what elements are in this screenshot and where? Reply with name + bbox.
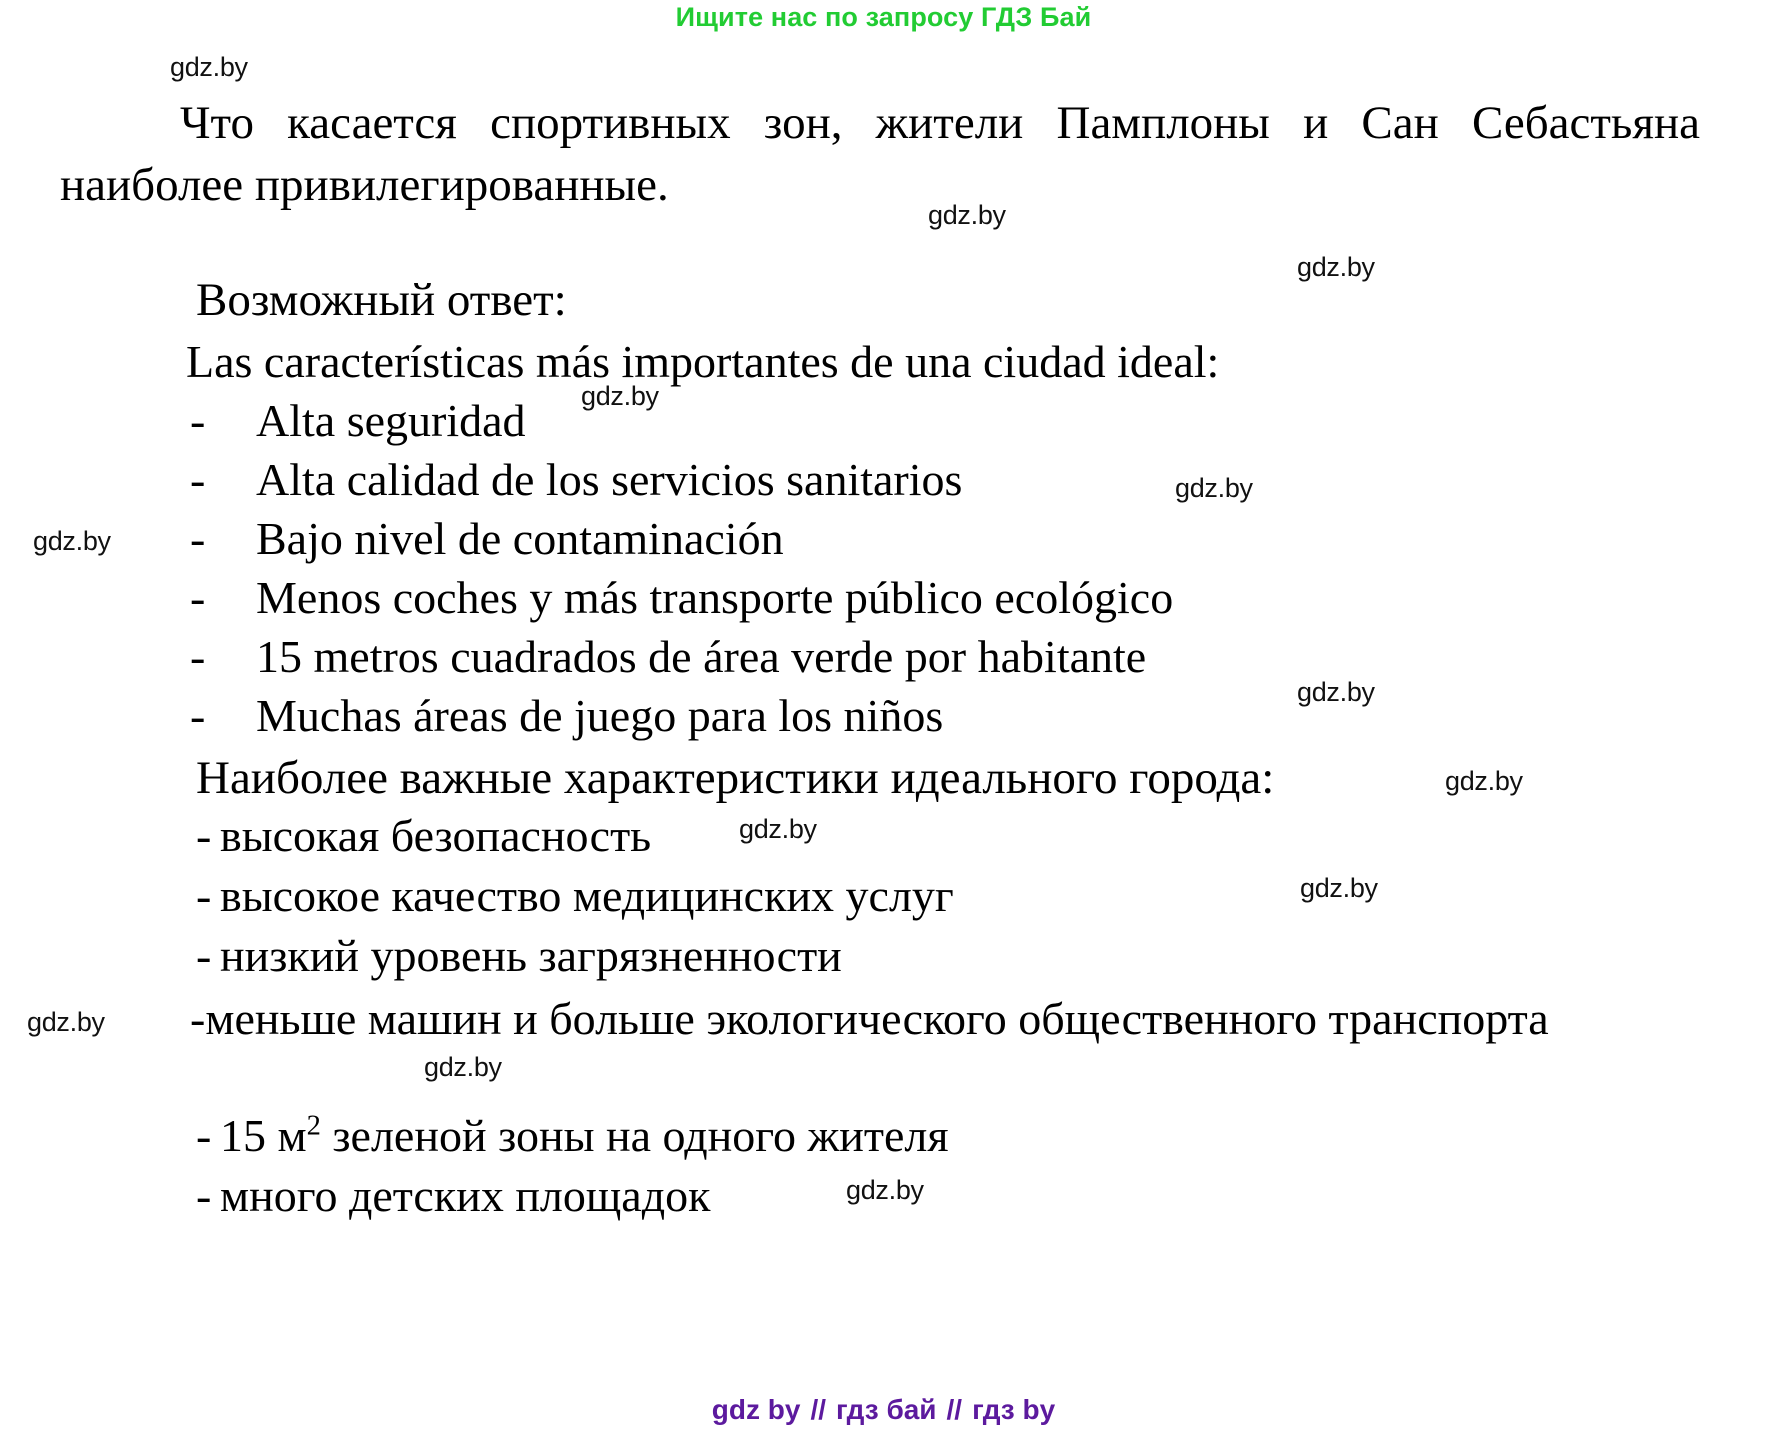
watermark-gdz: gdz.by [1175, 473, 1253, 503]
watermark-gdz: gdz.by [33, 526, 111, 556]
list-item-label: Alta calidad de los servicios sanitarios [256, 454, 963, 505]
bullet-marker: - [190, 572, 206, 623]
watermark-gdz: gdz.by [1297, 252, 1375, 282]
list-item-label: Menos coches y más transporte público ecológico [256, 572, 1174, 623]
bullet-marker: - [190, 395, 206, 446]
list-item-label: зеленой зоны на одного жителя [320, 1110, 949, 1161]
watermark-gdz: gdz.by [739, 814, 817, 844]
watermark-gdz: gdz.by [928, 200, 1006, 230]
list-item-label: низкий уровень загрязненности [220, 930, 842, 981]
watermark-gdz: gdz.by [581, 381, 659, 411]
list-item-label: высокое качество медицинских услуг [220, 870, 954, 921]
footer-right-label: гдз by [972, 1394, 1056, 1425]
list-item [196, 1168, 710, 1224]
watermark-gdz: gdz.by [424, 1052, 502, 1082]
list-item-label: Alta seguridad [256, 395, 526, 446]
list-item [60, 988, 1700, 1050]
list-item [190, 629, 1146, 685]
footer-middle-label: гдз бай [836, 1394, 937, 1425]
list-item-area-per-resident [196, 1108, 948, 1164]
watermark-gdz: gdz.by [27, 1007, 105, 1037]
list-item-label: Bajo nivel de contaminación [256, 513, 784, 564]
spanish-heading: Las características más importantes de una ciudad ideal: [186, 336, 1220, 387]
footer-separator: // [946, 1394, 963, 1425]
list-item [196, 868, 954, 924]
list-item [190, 688, 943, 744]
bullet-marker: - [196, 810, 212, 861]
bullet-marker: - [190, 454, 206, 505]
bullet-marker: - [190, 513, 206, 564]
list-item [196, 928, 842, 984]
watermark-gdz: gdz.by [1297, 677, 1375, 707]
bullet-marker: - [196, 1110, 212, 1161]
list-item [190, 393, 526, 449]
bullet-marker: - [196, 930, 212, 981]
list-item-label: много детских площадок [220, 1170, 711, 1221]
list-item [190, 452, 962, 508]
bullet-marker: - [196, 870, 212, 921]
watermark-gdz: gdz.by [1300, 873, 1378, 903]
list-item-label: высокая безопасность [220, 810, 652, 861]
bullet-marker: - [190, 690, 206, 741]
bullet-marker: - [196, 1170, 212, 1221]
list-item-label: Muchas áreas de juego para los niños [256, 690, 944, 741]
watermark-gdz: gdz.by [1445, 766, 1523, 796]
list-item [196, 808, 651, 864]
list-item-value: 15 м [220, 1110, 307, 1161]
list-item-label: меньше машин и больше экологического общественного транспорта [205, 993, 1549, 1044]
superscript-two: 2 [306, 1110, 321, 1142]
list-item [190, 570, 1173, 626]
bullet-marker: - [190, 993, 206, 1044]
watermark-gdz: gdz.by [170, 52, 248, 82]
list-item [190, 511, 784, 567]
list-item-label: 15 metros cuadrados de área verde por habitante [256, 631, 1147, 682]
site-footer [0, 1394, 1767, 1426]
footer-separator: // [810, 1394, 827, 1425]
footer-left-label: gdz by [711, 1394, 801, 1425]
promo-banner: Ищите нас по запросу ГДЗ Бай [675, 2, 1092, 32]
answer-label: Возможный ответ: [196, 274, 567, 326]
intro-paragraph: Что касается спортивных зон, жители Памплоны и Сан Себастьяна наиболее привилегированные. [60, 97, 1700, 211]
watermark-gdz: gdz.by [846, 1175, 924, 1205]
russian-heading: Наиболее важные характеристики идеального города: [196, 752, 1275, 804]
bullet-marker: - [190, 631, 206, 682]
